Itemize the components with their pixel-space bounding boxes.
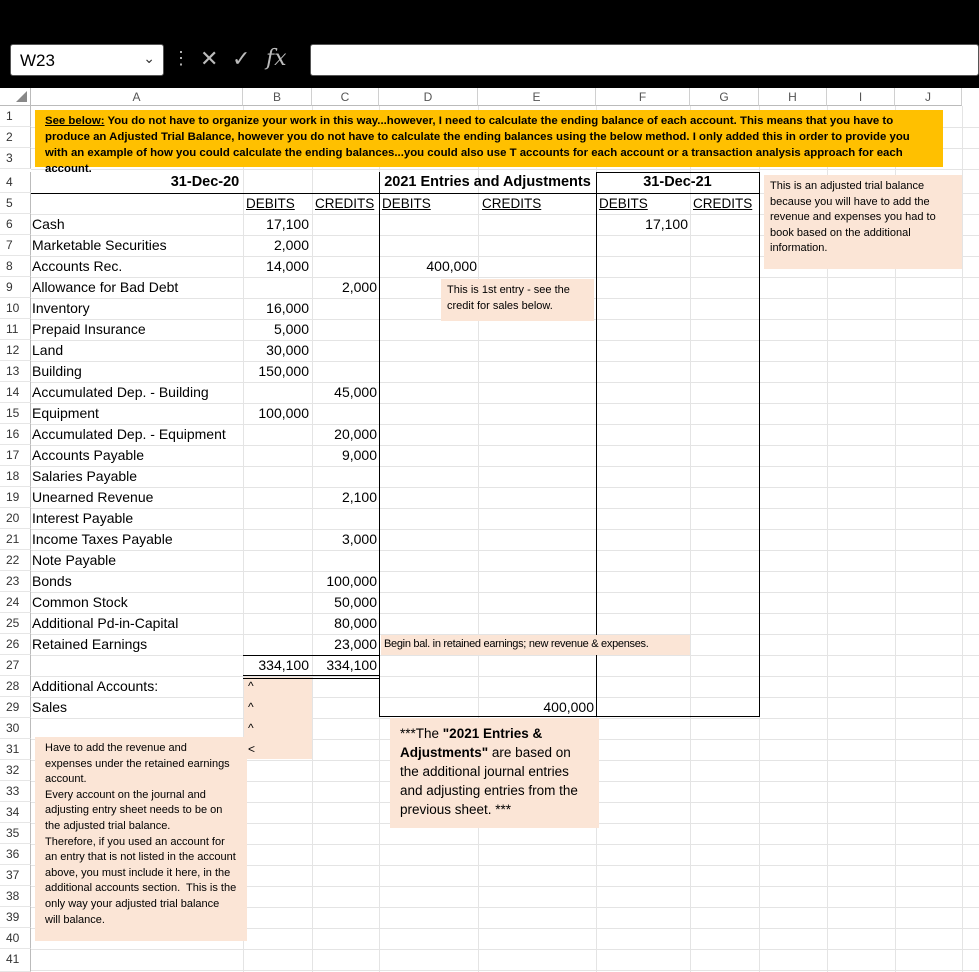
column-header-j[interactable]: J [895, 88, 962, 106]
account-name[interactable]: Unearned Revenue [32, 489, 154, 505]
opening-date-header: 31-Dec-20 [170, 174, 240, 190]
retained-earnings-note: Begin bal. in retained earnings; new revenue & expenses. [381, 635, 690, 655]
row-header[interactable]: 12 [0, 340, 31, 361]
gridline [31, 466, 979, 467]
row-header[interactable]: 29 [0, 697, 31, 718]
opening-credit[interactable]: 100,000 [326, 573, 377, 589]
account-name[interactable]: Additional Pd-in-Capital [32, 615, 179, 631]
account-name[interactable]: Accounts Rec. [32, 258, 123, 274]
account-name[interactable]: Prepaid Insurance [32, 321, 146, 337]
opening-credit[interactable]: 2,000 [341, 279, 377, 295]
arrow-up-icon: ^ [248, 721, 254, 735]
gridline [31, 361, 979, 362]
row-header[interactable]: 7 [0, 235, 31, 256]
name-box[interactable] [10, 44, 164, 76]
row-header[interactable]: 37 [0, 865, 31, 886]
debits-header: DEBITS [246, 196, 295, 211]
column-header-b[interactable]: B [243, 88, 312, 106]
closing-date-header: 31-Dec-21 [643, 174, 712, 190]
chevron-down-icon[interactable]: ⌄ [143, 50, 155, 66]
gridline [31, 949, 979, 950]
account-name[interactable]: Allowance for Bad Debt [32, 279, 179, 295]
entries-note-bold: "2021 Entries & Adjustments" [400, 726, 543, 760]
gridline [31, 676, 979, 677]
row-header[interactable]: 32 [0, 760, 31, 781]
row-header[interactable]: 33 [0, 781, 31, 802]
row-header[interactable]: 3 [0, 148, 31, 169]
revenue-expenses-note: Have to add the revenue and expenses under the retained earnings account. Every account on the journal and adjusting entry sheet needs to be on the adjusted trial balance. Therefore, if you used an account for an entry that is not listed in the account above, you must include it here, in the additional accounts section. This is the only way your adjusted trial balance will balance. [35, 737, 247, 941]
opening-credit[interactable]: 3,000 [341, 531, 377, 547]
sales-account[interactable]: Sales [32, 699, 68, 715]
opening-debit[interactable]: 30,000 [266, 342, 309, 358]
row-header[interactable]: 40 [0, 928, 31, 949]
gridline [31, 655, 979, 656]
gridline [31, 529, 979, 530]
column-header-c[interactable]: C [312, 88, 379, 106]
row-header[interactable]: 6 [0, 214, 31, 235]
end-debits-header: DEBITS [599, 196, 648, 211]
opening-debit[interactable]: 17,100 [266, 216, 309, 232]
formula-input[interactable] [310, 44, 979, 76]
row-header[interactable]: 15 [0, 403, 31, 424]
column-header-d[interactable]: D [379, 88, 478, 106]
opening-credit[interactable]: 23,000 [334, 636, 377, 652]
row-header[interactable]: 8 [0, 256, 31, 277]
account-name[interactable]: Accumulated Dep. - Building [32, 384, 209, 400]
gridline [31, 571, 979, 572]
select-all-corner[interactable] [0, 88, 31, 106]
banner-lead: See below: [45, 115, 105, 127]
row-header[interactable]: 26 [0, 634, 31, 655]
opening-debit[interactable]: 14,000 [266, 258, 309, 274]
column-header-e[interactable]: E [478, 88, 596, 106]
row-header[interactable]: 10 [0, 298, 31, 319]
row-header[interactable]: 2 [0, 127, 31, 148]
formula-buttons [172, 44, 302, 76]
account-name[interactable]: Accumulated Dep. - Equipment [32, 426, 226, 442]
account-name[interactable]: Cash [32, 216, 65, 232]
row-header[interactable]: 18 [0, 466, 31, 487]
gridline [31, 970, 979, 971]
row-header[interactable]: 1 [0, 106, 31, 127]
account-name[interactable]: Bonds [32, 573, 72, 589]
column-header-h[interactable]: H [759, 88, 827, 106]
trial-balance-note: This is an adjusted trial balance because you will have to add the revenue and expenses you had to book based on the additional information. [764, 175, 962, 269]
adj-credits-header: CREDITS [482, 196, 542, 211]
adjustment-debit[interactable]: 400,000 [426, 258, 477, 274]
row-header[interactable]: 35 [0, 823, 31, 844]
ending-debit[interactable]: 17,100 [645, 216, 688, 232]
account-name[interactable]: Land [32, 342, 64, 358]
row-header[interactable]: 30 [0, 718, 31, 739]
row-header[interactable]: 13 [0, 361, 31, 382]
gridline [31, 592, 979, 593]
row-header[interactable]: 20 [0, 508, 31, 529]
row-header[interactable]: 9 [0, 277, 31, 298]
arrow-left-icon: < [248, 742, 256, 756]
row-header[interactable]: 22 [0, 550, 31, 571]
row-header[interactable]: 14 [0, 382, 31, 403]
row-header[interactable]: 24 [0, 592, 31, 613]
end-credits-header: CREDITS [693, 196, 753, 211]
sales-credit[interactable]: 400,000 [543, 699, 594, 715]
account-name[interactable]: Retained Earnings [32, 636, 148, 652]
credits-header: CREDITS [315, 196, 375, 211]
gridline [31, 340, 979, 341]
function-icon[interactable]: fx [266, 46, 287, 71]
adj-debits-header: DEBITS [382, 196, 431, 211]
arrow-up-icon: ^ [248, 700, 254, 714]
account-name[interactable]: Interest Payable [32, 510, 134, 526]
row-header[interactable]: 11 [0, 319, 31, 340]
row-header[interactable]: 28 [0, 676, 31, 697]
total-debits[interactable]: 334,100 [258, 657, 309, 673]
opening-credit[interactable]: 20,000 [334, 426, 377, 442]
row-header[interactable]: 25 [0, 613, 31, 634]
gridline [31, 550, 979, 551]
cancel-icon[interactable]: ✕ [200, 46, 219, 71]
gridline [31, 508, 979, 509]
additional-accounts-label[interactable]: Additional Accounts: [32, 678, 159, 694]
column-header-i[interactable]: I [827, 88, 895, 106]
opening-debit[interactable]: 16,000 [266, 300, 309, 316]
entries-header: 2021 Entries and Adjustments [384, 174, 591, 190]
gridline [31, 445, 979, 446]
row-header[interactable]: 31 [0, 739, 31, 760]
row-header[interactable]: 39 [0, 907, 31, 928]
gridline [31, 403, 979, 404]
row-header[interactable]: 17 [0, 445, 31, 466]
account-name[interactable]: Accounts Payable [32, 447, 145, 463]
gridline [31, 169, 979, 170]
name-box-value: W23 [20, 51, 55, 70]
opening-debit[interactable]: 100,000 [258, 405, 309, 421]
entries-note-rest: are based on the additional journal entries and adjusting entries from the previous sheet. *** [400, 745, 578, 817]
row-header[interactable]: 41 [0, 949, 31, 972]
row-header[interactable]: 34 [0, 802, 31, 823]
row-header[interactable]: 36 [0, 844, 31, 865]
account-name[interactable]: Building [32, 363, 82, 379]
opening-credit[interactable]: 45,000 [334, 384, 377, 400]
row-header[interactable]: 23 [0, 571, 31, 592]
enter-icon[interactable]: ✓ [232, 46, 251, 71]
instruction-banner [35, 110, 943, 175]
entries-note [390, 718, 599, 828]
first-entry-note: This is 1st entry - see the credit for sales below. [441, 279, 594, 321]
row-header[interactable]: 16 [0, 424, 31, 445]
account-name[interactable]: Inventory [32, 300, 90, 316]
row-header[interactable]: 27 [0, 655, 31, 676]
more-options-icon[interactable]: ⋮ [172, 48, 190, 68]
account-name[interactable]: Common Stock [32, 594, 128, 610]
column-header-f[interactable]: F [596, 88, 690, 106]
row-header[interactable]: 5 [0, 193, 31, 214]
opening-debit[interactable]: 5,000 [273, 321, 309, 337]
opening-credit[interactable]: 80,000 [334, 615, 377, 631]
opening-credit[interactable]: 9,000 [341, 447, 377, 463]
opening-credit[interactable]: 50,000 [334, 594, 377, 610]
entries-note-prefix: ***The [400, 726, 443, 741]
total-credits[interactable]: 334,100 [326, 657, 377, 673]
row-header[interactable]: 19 [0, 487, 31, 508]
arrow-up-icon: ^ [248, 679, 254, 693]
opening-debit[interactable]: 2,000 [273, 237, 309, 253]
account-name[interactable]: Income Taxes Payable [32, 531, 173, 547]
column-header-a[interactable]: A [31, 88, 243, 106]
row-header[interactable]: 21 [0, 529, 31, 550]
account-name[interactable]: Note Payable [32, 552, 117, 568]
account-name[interactable]: Marketable Securities [32, 237, 167, 253]
account-name[interactable]: Equipment [32, 405, 99, 421]
opening-credit[interactable]: 2,100 [341, 489, 377, 505]
row-header[interactable]: 4 [0, 172, 31, 193]
column-header-g[interactable]: G [690, 88, 759, 106]
account-name[interactable]: Salaries Payable [32, 468, 138, 484]
row-header[interactable]: 38 [0, 886, 31, 907]
gridline [31, 487, 979, 488]
opening-debit[interactable]: 150,000 [258, 363, 309, 379]
banner-text: You do not have to organize your work in this way...however, I need to calculate the ending balance of each account. This means that you have to produce an Adjusted Trial Balance, however you do not have to calculate the ending balances using the below method. I only added this in order to provide you with an example of how you could calculate the ending balances...you could also use T accounts for each account or a transaction analysis approach for each account. [45, 115, 910, 175]
